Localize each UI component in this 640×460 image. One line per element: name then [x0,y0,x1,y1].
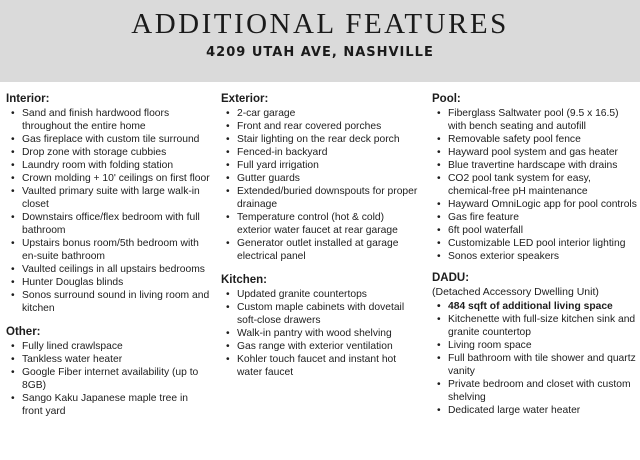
list-item: • Blue travertine hardscape with drains [432,159,637,172]
list-item: • Removable safety pool fence [432,133,637,146]
header-banner [0,0,640,82]
other-heading: Other: [6,326,41,338]
list-item: • Extended/buried downspouts for proper drainage [221,185,421,211]
list-item: • Stair lighting on the rear deck porch [221,133,421,146]
column-right [432,92,637,417]
list-item: • 6ft pool waterfall [432,224,637,237]
list-item: • Hunter Douglas blinds [6,276,211,289]
address-subtitle: 4209 UTAH AVE, NASHVILLE [206,45,434,60]
list-item: • Dedicated large water heater [432,404,637,417]
list-item: • Full yard irrigation [221,159,421,172]
list-item: • Crown molding + 10' ceilings on first floor [6,172,211,185]
list-item: • Gas range with exterior ventilation [221,340,421,353]
list-item: • Sonos surround sound in living room and kitchen [6,289,211,315]
dadu-heading: DADU: [432,272,470,284]
other-list [6,340,211,418]
list-item: • Custom maple cabinets with dovetail soft-close drawers [221,301,421,327]
pool-heading: Pool: [432,93,461,105]
list-item: • Gutter guards [221,172,421,185]
exterior-heading: Exterior: [221,93,269,105]
list-item: • Private bedroom and closet with custom shelving [432,378,637,404]
column-left [6,92,211,418]
column-middle [221,92,421,379]
list-item: • Updated granite countertops [221,288,421,301]
list-item: • Living room space [432,339,637,352]
list-item: • Hayward OmniLogic app for pool controls [432,198,637,211]
list-item: • Fenced-in backyard [221,146,421,159]
list-item: • Walk-in pantry with wood shelving [221,327,421,340]
kitchen-list [221,288,421,379]
list-item: • Fully lined crawlspace [6,340,211,353]
list-item: • Front and rear covered porches [221,120,421,133]
list-item: • Generator outlet installed at garage electrical panel [221,237,421,263]
list-item: • Full bathroom with tile shower and quartz vanity [432,352,637,378]
list-item: • Vaulted ceilings in all upstairs bedrooms [6,263,211,276]
list-item: • Laundry room with folding station [6,159,211,172]
list-item: • 484 sqft of additional living space [432,300,637,313]
list-item: • Upstairs bonus room/5th bedroom with en-suite bathroom [6,237,211,263]
kitchen-heading: Kitchen: [221,274,267,286]
list-item: • Tankless water heater [6,353,211,366]
list-item: • Drop zone with storage cubbies [6,146,211,159]
list-item: • Sonos exterior speakers [432,250,637,263]
exterior-list [221,107,421,263]
list-item: • Temperature control (hot & cold) exterior water faucet at rear garage [221,211,421,237]
list-item: • Vaulted primary suite with large walk-in closet [6,185,211,211]
list-item: • Sango Kaku Japanese maple tree in front yard [6,392,211,418]
list-item: • CO2 pool tank system for easy, chemical-free pH maintenance [432,172,637,198]
interior-list [6,107,211,315]
list-item: • Gas fireplace with custom tile surround [6,133,211,146]
interior-heading: Interior: [6,93,50,105]
list-item: • Downstairs office/flex bedroom with full bathroom [6,211,211,237]
list-item: • Hayward pool system and gas heater [432,146,637,159]
list-item: • Kohler touch faucet and instant hot water faucet [221,353,421,379]
list-item: • Gas fire feature [432,211,637,224]
list-item: • Sand and finish hardwood floors throughout the entire home [6,107,211,133]
list-item: • 2-car garage [221,107,421,120]
pool-list [432,107,637,263]
list-item: • Customizable LED pool interior lighting [432,237,637,250]
list-item: • Fiberglass Saltwater pool (9.5 x 16.5) with bench seating and autofill [432,107,637,133]
dadu-note: (Detached Accessory Dwelling Unit) [432,286,599,298]
page-title: ADDITIONAL FEATURES [131,8,509,40]
list-item: • Google Fiber internet availability (up to 8GB) [6,366,211,392]
list-item: • Kitchenette with full-size kitchen sink and granite countertop [432,313,637,339]
dadu-list [432,300,637,417]
